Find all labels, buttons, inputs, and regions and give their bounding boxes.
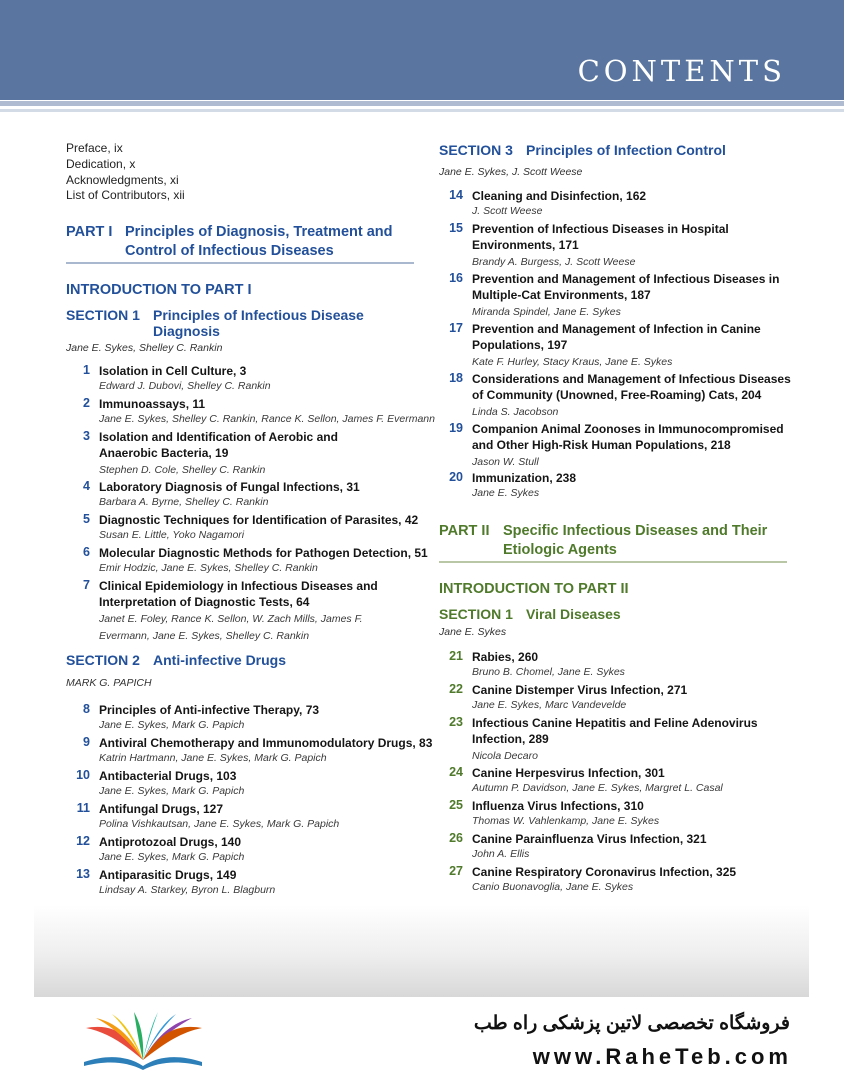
chapter-authors: Jane E. Sykes, Shelley C. Rankin, Rance K. Sellon, James F. Evermann [99,413,435,425]
part-divider [439,561,787,563]
chapter-number: 7 [83,578,90,592]
chapter-authors: Canio Buonavoglia, Jane E. Sykes [472,881,634,893]
chapter-number: 15 [449,221,463,235]
chapter-title: Companion Animal Zoonoses in Immunocompromised and Other High-Risk Human Populations, 218 [472,422,784,453]
chapter-number: 13 [76,867,90,881]
section-label: SECTION 1 [66,307,140,323]
book-logo-icon [78,1010,208,1070]
front-matter-item[interactable]: Acknowledgments, xi [66,172,179,187]
front-matter-item[interactable]: Dedication, x [66,156,136,171]
chapter-title: Antifungal Drugs, 127 [99,802,224,816]
chapter-authors: Edward J. Dubovi, Shelley C. Rankin [99,380,271,392]
part-intro[interactable]: INTRODUCTION TO PART II [439,581,629,597]
section-title: Anti-infective Drugs [153,652,287,668]
part-label: PART II [439,523,490,539]
chapter-authors: Lindsay A. Starkey, Byron L. Blagburn [99,884,276,896]
chapter-number: 20 [449,470,463,484]
front-matter-item[interactable]: List of Contributors, xii [66,188,185,203]
store-url-link[interactable]: www.RaheTeb.com [532,1044,792,1069]
chapter-number: 23 [449,715,463,729]
chapter-number: 2 [83,396,90,410]
section-editors: MARK G. PAPICH [66,677,152,689]
chapter-title: Clinical Epidemiology in Infectious Diseases and Interpretation of Diagnostic Tests, 64 [99,579,378,610]
chapter-authors: Jane E. Sykes, Mark G. Papich [99,719,245,731]
chapter-number: 17 [449,321,463,335]
chapter-title: Immunization, 238 [472,471,577,485]
section-title: Principles of Infection Control [526,142,726,158]
section-label: SECTION 3 [439,142,513,158]
chapter-authors: Thomas W. Vahlenkamp, Jane E. Sykes [472,815,660,827]
chapter-title: Isolation and Identification of Aerobic and Anaerobic Bacteria, 19 [99,430,338,461]
chapter-number: 8 [83,702,90,716]
chapter-number: 9 [83,735,90,749]
front-matter-item[interactable]: Preface, ix [66,141,123,155]
chapter-title: Immunoassays, 11 [99,397,206,411]
chapter-title: Cleaning and Disinfection, 162 [472,189,647,203]
chapter-authors: J. Scott Weese [472,205,543,217]
footer-shadow [34,905,809,997]
chapter-number: 16 [449,271,463,285]
chapter-title: Antiviral Chemotherapy and Immunomodulatory Drugs, 83 [99,736,433,750]
page-title: CONTENTS [577,54,786,88]
chapter-number: 25 [449,798,463,812]
chapter-authors: Janet E. Foley, Rance K. Sellon, W. Zach Mills, James F. Evermann, Jane E. Sykes, Shelley C. Rankin [99,613,363,642]
chapter-title: Influenza Virus Infections, 310 [472,799,644,813]
chapter-authors: John A. Ellis [472,848,530,860]
chapter-number: 4 [83,479,90,493]
chapter-number: 18 [449,371,463,385]
part-heading [439,522,784,560]
chapter-title: Infectious Canine Hepatitis and Feline Adenovirus Infection, 289 [472,716,758,747]
chapter-number: 22 [449,682,463,696]
chapter-title: Canine Parainfluenza Virus Infection, 321 [472,832,707,846]
chapter-authors: Susan E. Little, Yoko Nagamori [99,529,245,541]
chapter-title: Rabies, 260 [472,650,539,664]
section-title: Principles of Infectious Disease Diagnosis [153,307,364,339]
chapter-title: Molecular Diagnostic Methods for Pathogen Detection, 51 [99,546,428,560]
chapter-number: 11 [76,801,90,815]
chapter-title: Antibacterial Drugs, 103 [99,769,237,783]
chapter-number: 26 [449,831,463,845]
chapter-number: 10 [76,768,90,782]
chapter-title: Considerations and Management of Infectious Diseases of Community (Unowned, Free-Roaming) Cats, 204 [472,372,791,403]
section-heading [66,652,416,668]
chapter-authors: Brandy A. Burgess, J. Scott Weese [472,256,636,268]
chapter-number: 12 [76,834,90,848]
section-heading [439,142,804,158]
chapter-authors: Bruno B. Chomel, Jane E. Sykes [472,666,625,678]
chapter-authors: Barbara A. Byrne, Shelley C. Rankin [99,496,269,508]
chapter-authors: Katrin Hartmann, Jane E. Sykes, Mark G. Papich [99,752,327,764]
part-divider [66,262,414,264]
chapter-number: 27 [449,864,463,878]
chapter-title: Canine Respiratory Coronavirus Infection, 325 [472,865,737,879]
chapter-number: 21 [449,649,463,663]
store-name: فروشگاه تخصصی لاتین پزشکی راه طب [473,1013,790,1034]
chapter-number: 5 [83,512,90,526]
section-title: Viral Diseases [526,606,621,622]
part-heading [66,223,416,261]
chapter-title: Canine Distemper Virus Infection, 271 [472,683,688,697]
chapter-number: 19 [449,421,463,435]
chapter-authors: Emir Hodzic, Jane E. Sykes, Shelley C. Rankin [99,562,318,574]
chapter-number: 1 [83,363,90,377]
section-heading [439,606,804,622]
chapter-authors: Jane E. Sykes, Mark G. Papich [99,785,245,797]
part-label: PART I [66,224,113,240]
section-label: SECTION 1 [439,606,513,622]
chapter-number: 3 [83,429,90,443]
chapter-title: Antiparasitic Drugs, 149 [99,868,237,882]
chapter-authors: Stephen D. Cole, Shelley C. Rankin [99,464,266,476]
chapter-title: Canine Herpesvirus Infection, 301 [472,766,665,780]
chapter-authors: Jane E. Sykes [472,487,540,499]
chapter-title: Diagnostic Techniques for Identification of Parasites, 42 [99,513,419,527]
chapter-number: 6 [83,545,90,559]
chapter-title: Principles of Anti-infective Therapy, 73 [99,703,320,717]
chapter-title: Isolation in Cell Culture, 3 [99,364,247,378]
chapter-authors: Jason W. Stull [472,456,539,468]
header-rule [0,101,844,106]
part-title: Principles of Diagnosis, Treatment and Control of Infectious Diseases [125,224,393,259]
chapter-authors: Jane E. Sykes, Mark G. Papich [99,851,245,863]
chapter-title: Prevention and Management of Infection in Canine Populations, 197 [472,322,761,353]
section-heading [66,307,416,339]
section-label: SECTION 2 [66,652,140,668]
chapter-authors: Kate F. Hurley, Stacy Kraus, Jane E. Sykes [472,356,673,368]
chapter-authors: Polina Vishkautsan, Jane E. Sykes, Mark G. Papich [99,818,340,830]
chapter-title: Laboratory Diagnosis of Fungal Infections, 31 [99,480,360,494]
part-intro[interactable]: INTRODUCTION TO PART I [66,282,252,298]
section-editors: Jane E. Sykes [439,626,507,638]
chapter-authors: Nicola Decaro [472,750,538,762]
part-title: Specific Infectious Diseases and Their Etiologic Agents [503,523,768,558]
chapter-number: 14 [449,188,463,202]
chapter-title: Antiprotozoal Drugs, 140 [99,835,242,849]
chapter-number: 24 [449,765,463,779]
chapter-authors: Autumn P. Davidson, Jane E. Sykes, Margret L. Casal [472,782,723,794]
chapter-title: Prevention of Infectious Diseases in Hospital Environments, 171 [472,222,729,253]
section-editors: Jane E. Sykes, J. Scott Weese [439,166,583,178]
front-matter [66,141,185,204]
chapter-authors: Miranda Spindel, Jane E. Sykes [472,306,621,318]
chapter-authors: Jane E. Sykes, Marc Vandevelde [472,699,627,711]
chapter-authors: Linda S. Jacobson [472,406,559,418]
chapter-title: Prevention and Management of Infectious Diseases in Multiple-Cat Environments, 187 [472,272,780,303]
header-rule-thin [0,109,844,112]
section-editors: Jane E. Sykes, Shelley C. Rankin [66,342,223,354]
